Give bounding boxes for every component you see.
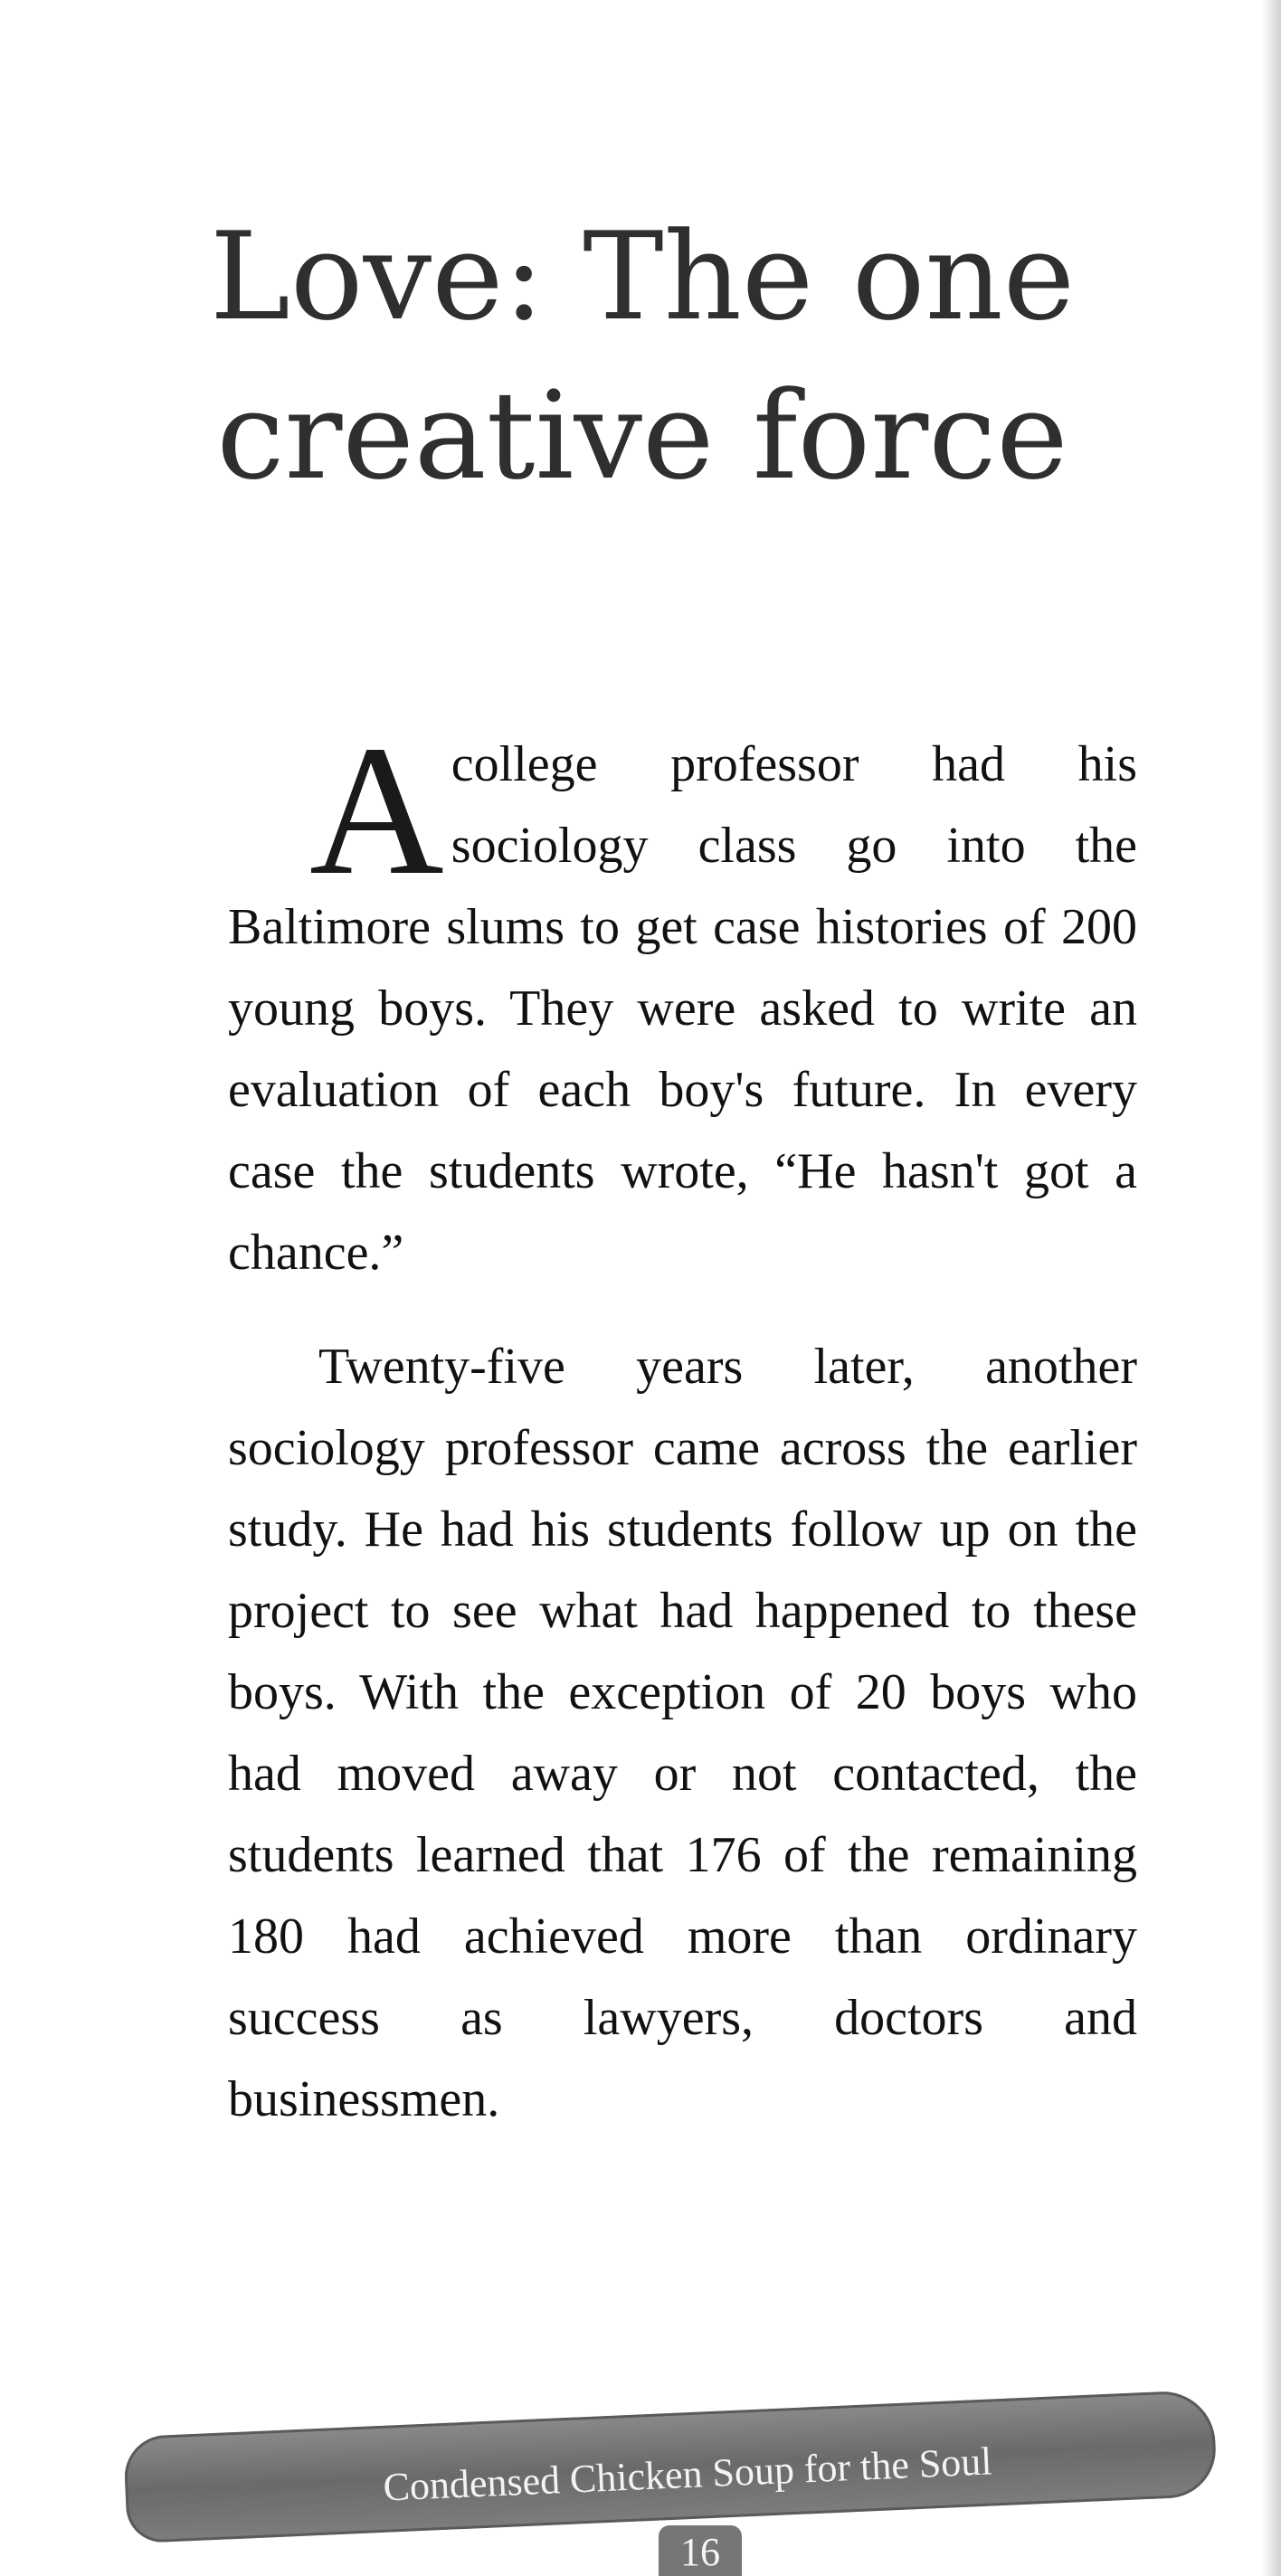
- paragraph-1: [228, 706, 1137, 1293]
- page-edge-shadow: [1261, 0, 1281, 2576]
- chapter-title-line-2: creative force: [216, 365, 1068, 507]
- paragraph-1-text: college professor had his sociology class go into the Baltimore slums to get case histories of 200 young boys. They were asked to write an evaluation of each boy's future. In every case the students wrote, “He hasn't got a chance.”: [228, 736, 1137, 1281]
- footer-book-title: Condensed Chicken Soup for the Soul: [382, 2439, 993, 2510]
- page-number: 16: [680, 2530, 720, 2574]
- paragraph-2: Twenty-five years later, another sociology professor came across the earlier study. He had his students follow up on the project to see what had happened to these boys. With the exception of 20 boys who had moved away or not contacted, the students learned that 176 of the remaining 180 had achieved more than ordinary success as lawyers, doctors and businessmen.: [228, 1339, 1137, 2127]
- story-body: [228, 706, 1137, 2140]
- drop-cap: A: [309, 706, 444, 914]
- chapter-title-line-1: Love: The one: [209, 206, 1076, 347]
- chapter-title: [163, 197, 1122, 516]
